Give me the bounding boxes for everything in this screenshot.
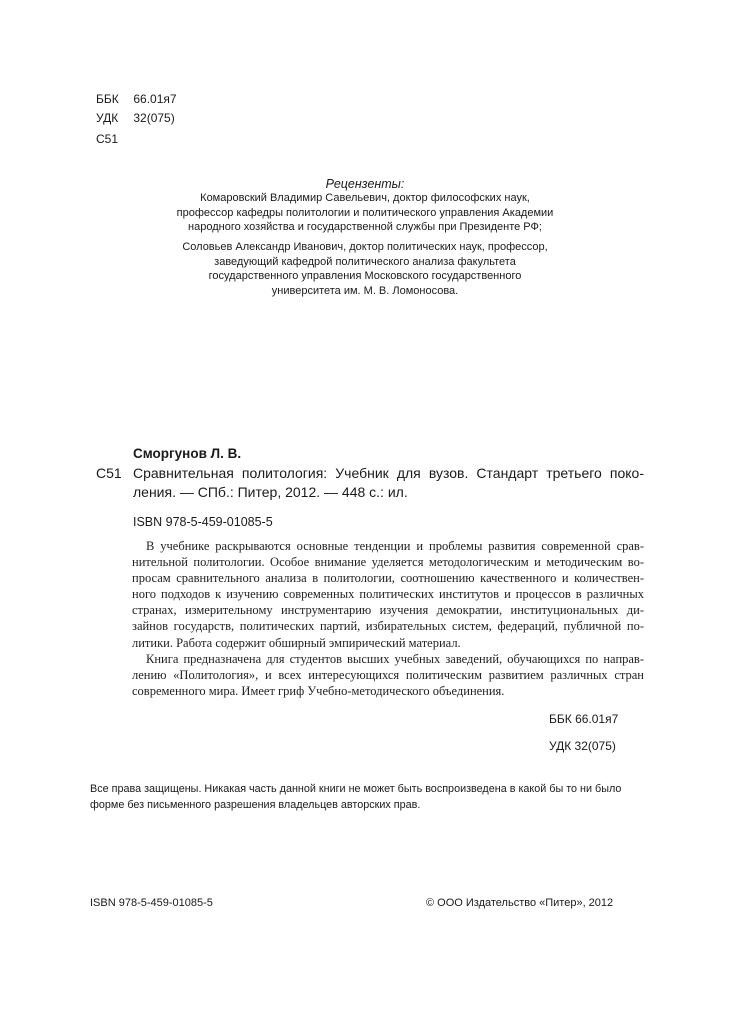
book-author: Сморгунов Л. В. <box>133 446 242 461</box>
abstract-line: странах, измерительному инструментарию изучения демократии, институциональных ди- <box>132 603 644 618</box>
abstract-paragraph <box>132 651 644 699</box>
rights-line: Все права защищены. Никакая часть данной книги не может быть воспроизведена в какой бы то ни было <box>90 783 622 795</box>
abstract-line: лению «Политология», и всех интересующихся политическим развитием различных стран <box>132 667 644 682</box>
bbk-right: ББК 66.01я7 <box>549 712 619 726</box>
bbk-label: ББК <box>96 92 119 106</box>
book-title-line: Сравнительная политология: Учебник для вузов. Стандарт третьего поко- <box>133 465 644 481</box>
udk-right: УДК 32(075) <box>549 739 616 753</box>
reviewer-first <box>110 191 620 235</box>
bbk-value: 66.01я7 <box>133 92 177 106</box>
abstract-line: современного мира. Имеет гриф Учебно-методического объединения. <box>132 683 505 698</box>
rights-line: форме без письменного разрешения владельцев авторских прав. <box>90 799 421 811</box>
entry-mark: С51 <box>96 465 122 481</box>
reviewer-second-line: заведующий кафедрой политического анализа факультета <box>214 255 516 268</box>
reviewer-second <box>110 240 620 299</box>
book-title-line: ления. — СПб.: Питер, 2012. — 448 с.: ил. <box>133 484 408 500</box>
reviewer-second-line: Соловьев Александр Иванович, доктор политических наук, профессор, <box>182 241 548 253</box>
book-title <box>133 464 644 502</box>
bbk-code <box>96 89 177 109</box>
udk-value: 32(075) <box>133 111 175 125</box>
abstract-line: литики. Работа содержит обширный эмпирический материал. <box>132 635 461 650</box>
footer-copyright: © ООО Издательство «Питер», 2012 <box>426 897 614 909</box>
footer-isbn: ISBN 978-5-459-01085-5 <box>90 897 213 909</box>
abstract-line: нительной политологии. Особое внимание уделяется методологическим и методическим во- <box>132 555 644 570</box>
reviewers-title: Рецензенты: <box>325 177 405 191</box>
abstract-line: зайнов государств, политических партий, избирательных систем, федераций, публичной по- <box>132 619 644 634</box>
abstract-line: В учебнике раскрываются основные тенденции и проблемы развития современной срав- <box>146 539 644 553</box>
abstract-line: ного подходов к изучению современных политических институтов и процессов в различных <box>132 587 644 602</box>
abstract-line: просам сравнительного анализа в политологии, соотношению качественного и количествен- <box>132 571 644 586</box>
udk-code <box>96 108 175 128</box>
reviewer-first-line: народного хозяйства и государственной службы при Президенте РФ; <box>188 221 542 234</box>
reviewer-first-line: профессор кафедры политологии и политического управления Академии <box>176 206 554 219</box>
rights-notice <box>90 781 621 813</box>
author-mark: С51 <box>96 132 119 146</box>
reviewer-second-line: университета им. М. В. Ломоносова. <box>271 285 459 298</box>
abstract <box>132 538 644 699</box>
udk-label: УДК <box>96 111 119 125</box>
reviewer-second-line: государственного управления Московского государственного <box>208 270 522 283</box>
codes-right <box>549 706 618 760</box>
entry-isbn: ISBN 978-5-459-01085-5 <box>133 515 273 529</box>
abstract-paragraph <box>132 538 644 651</box>
reviewer-first-line: Комаровский Владимир Савельевич, доктор философских наук, <box>200 192 530 204</box>
abstract-line: Книга предназначена для студентов высших учебных заведений, обучающихся по направ- <box>146 651 644 666</box>
